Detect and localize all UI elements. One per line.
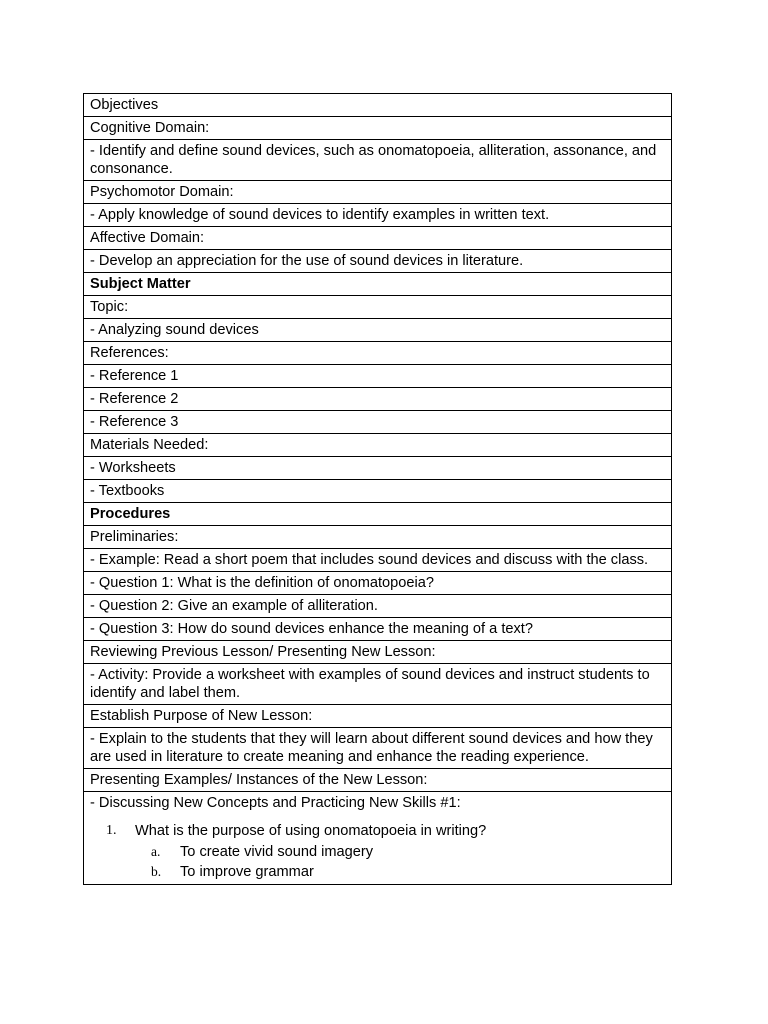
table-row [84, 549, 672, 572]
table-row [84, 250, 672, 273]
discussion-heading: - Discussing New Concepts and Practicing New Skills #1: [90, 795, 461, 811]
choice-letter: a. [151, 844, 161, 859]
table-row [84, 480, 672, 503]
objectives-heading: Objectives [84, 94, 672, 117]
procedures-heading: Procedures [84, 503, 672, 526]
preliminaries-label: Preliminaries: [84, 526, 672, 549]
affective-domain-label: Affective Domain: [84, 227, 672, 250]
question-item [90, 822, 665, 882]
table-row [84, 457, 672, 480]
table-row [84, 595, 672, 618]
lesson-plan-table [83, 93, 672, 885]
table-row [84, 769, 672, 792]
purpose-label: Establish Purpose of New Lesson: [84, 705, 672, 728]
affective-domain-text: - Develop an appreciation for the use of sound devices in literature. [84, 250, 672, 273]
choice-list [135, 842, 665, 882]
reference-item: - Reference 3 [84, 411, 672, 434]
table-row [84, 705, 672, 728]
question-number: 1. [106, 823, 117, 838]
table-row [84, 411, 672, 434]
preliminaries-question: - Question 1: What is the definition of onomatopoeia? [84, 572, 672, 595]
table-row [84, 434, 672, 457]
table-row [84, 526, 672, 549]
cognitive-domain-label: Cognitive Domain: [84, 117, 672, 140]
choice-letter: b. [151, 864, 162, 879]
table-row [84, 181, 672, 204]
table-row [84, 319, 672, 342]
reviewing-lesson-label: Reviewing Previous Lesson/ Presenting New Lesson: [84, 641, 672, 664]
materials-label: Materials Needed: [84, 434, 672, 457]
table-row [84, 117, 672, 140]
choice-item [135, 842, 665, 862]
topic-text: - Analyzing sound devices [84, 319, 672, 342]
psychomotor-domain-text: - Apply knowledge of sound devices to identify examples in written text. [84, 204, 672, 227]
table-row [84, 641, 672, 664]
table-row [84, 140, 672, 181]
reference-item: - Reference 2 [84, 388, 672, 411]
question-list [90, 822, 665, 882]
presenting-examples-label: Presenting Examples/ Instances of the New Lesson: [84, 769, 672, 792]
table-row [84, 503, 672, 526]
materials-item: - Textbooks [84, 480, 672, 503]
table-row [84, 388, 672, 411]
choice-text: To create vivid sound imagery [180, 844, 374, 860]
table-row [84, 227, 672, 250]
table-row [84, 664, 672, 705]
reference-item: - Reference 1 [84, 365, 672, 388]
materials-item: - Worksheets [84, 457, 672, 480]
table-row [84, 273, 672, 296]
subject-matter-heading: Subject Matter [84, 273, 672, 296]
cognitive-domain-text: - Identify and define sound devices, such as onomatopoeia, alliteration, assonance, and consonance. [84, 140, 672, 181]
discussion-cell [84, 792, 672, 885]
choice-text: To improve grammar [180, 864, 314, 880]
preliminaries-question: - Question 2: Give an example of alliteration. [84, 595, 672, 618]
table-row [84, 365, 672, 388]
table-row [84, 792, 672, 885]
psychomotor-domain-label: Psychomotor Domain: [84, 181, 672, 204]
table-row [84, 572, 672, 595]
question-text: What is the purpose of using onomatopoeia in writing? [135, 823, 487, 839]
preliminaries-question: - Question 3: How do sound devices enhance the meaning of a text? [84, 618, 672, 641]
purpose-text: - Explain to the students that they will learn about different sound devices and how they are used in literature to create meaning and enhance the reading experience. [84, 728, 672, 769]
preliminaries-example: - Example: Read a short poem that includes sound devices and discuss with the class. [84, 549, 672, 572]
references-label: References: [84, 342, 672, 365]
table-row [84, 94, 672, 117]
table-row [84, 618, 672, 641]
reviewing-lesson-activity: - Activity: Provide a worksheet with examples of sound devices and instruct students to identify and label them. [84, 664, 672, 705]
topic-label: Topic: [84, 296, 672, 319]
table-row [84, 342, 672, 365]
choice-item [135, 862, 665, 882]
table-row [84, 204, 672, 227]
table-row [84, 728, 672, 769]
table-row [84, 296, 672, 319]
